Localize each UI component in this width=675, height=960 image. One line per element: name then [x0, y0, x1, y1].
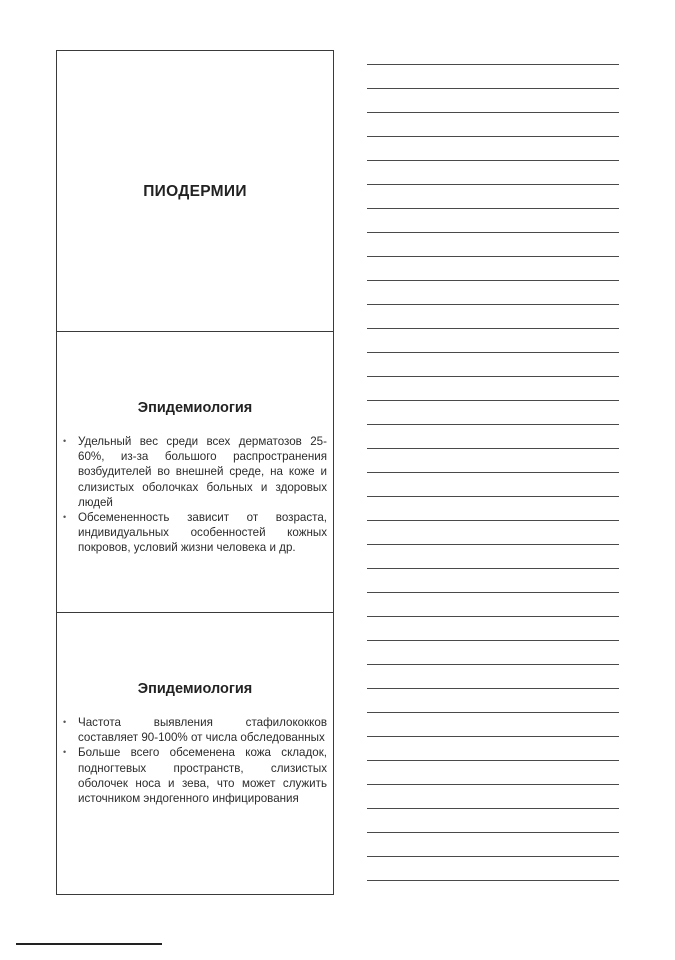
note-line — [367, 232, 619, 233]
bullet-icon: • — [63, 717, 67, 727]
footer-rule — [16, 943, 162, 945]
note-line — [367, 808, 619, 809]
note-line — [367, 496, 619, 497]
note-line — [367, 688, 619, 689]
note-line — [367, 760, 619, 761]
note-line — [367, 712, 619, 713]
note-line — [367, 832, 619, 833]
note-line — [367, 376, 619, 377]
notes-lines — [367, 0, 619, 900]
list-item — [63, 434, 327, 510]
note-line — [367, 208, 619, 209]
note-line — [367, 64, 619, 65]
note-line — [367, 352, 619, 353]
note-line — [367, 568, 619, 569]
bullet-list — [63, 715, 327, 806]
note-line — [367, 664, 619, 665]
note-line — [367, 184, 619, 185]
note-line — [367, 136, 619, 137]
note-line — [367, 640, 619, 641]
bullet-text: Частота выявления стафилококков составляет 90-100% от числа обследованных — [78, 716, 327, 745]
note-line — [367, 160, 619, 161]
note-line — [367, 856, 619, 857]
cover-title: ПИОДЕРМИИ — [143, 183, 247, 200]
note-line — [367, 736, 619, 737]
note-line — [367, 592, 619, 593]
slide-handout — [56, 50, 334, 895]
list-item — [63, 715, 327, 745]
bullet-icon: • — [63, 436, 67, 446]
note-line — [367, 112, 619, 113]
note-line — [367, 88, 619, 89]
slide-title: Эпидемиология — [137, 681, 253, 697]
note-line — [367, 328, 619, 329]
bullet-list — [63, 434, 327, 556]
bullet-text: Удельный вес среди всех дерматозов 25-60%, из-за большого распространения возбудителей во внешней среде, на коже и слизистых оболочках больных и здоровых людей — [78, 435, 327, 509]
note-line — [367, 880, 619, 881]
note-line — [367, 304, 619, 305]
note-line — [367, 256, 619, 257]
list-item — [63, 745, 327, 806]
slide-epidemiology-2 — [57, 612, 333, 894]
bullet-text: Обсемененность зависит от возраста, индивидуальных особенностей кожных покровов, условий жизни человека и др. — [78, 511, 327, 555]
slide-title: Эпидемиология — [137, 400, 253, 416]
note-line — [367, 424, 619, 425]
note-line — [367, 520, 619, 521]
note-line — [367, 472, 619, 473]
bullet-text: Больше всего обсеменена кожа складок, подногтевых пространств, слизистых оболочек носа и зева, что может служить источником эндогенного инфицирования — [78, 746, 327, 806]
note-line — [367, 400, 619, 401]
slide-cover — [57, 51, 333, 331]
bullet-icon: • — [63, 512, 67, 523]
note-line — [367, 784, 619, 785]
note-line — [367, 280, 619, 281]
note-line — [367, 544, 619, 545]
list-item — [63, 510, 327, 556]
slide-epidemiology-1 — [57, 331, 333, 612]
bullet-icon: • — [63, 747, 67, 758]
note-line — [367, 616, 619, 617]
note-line — [367, 448, 619, 449]
